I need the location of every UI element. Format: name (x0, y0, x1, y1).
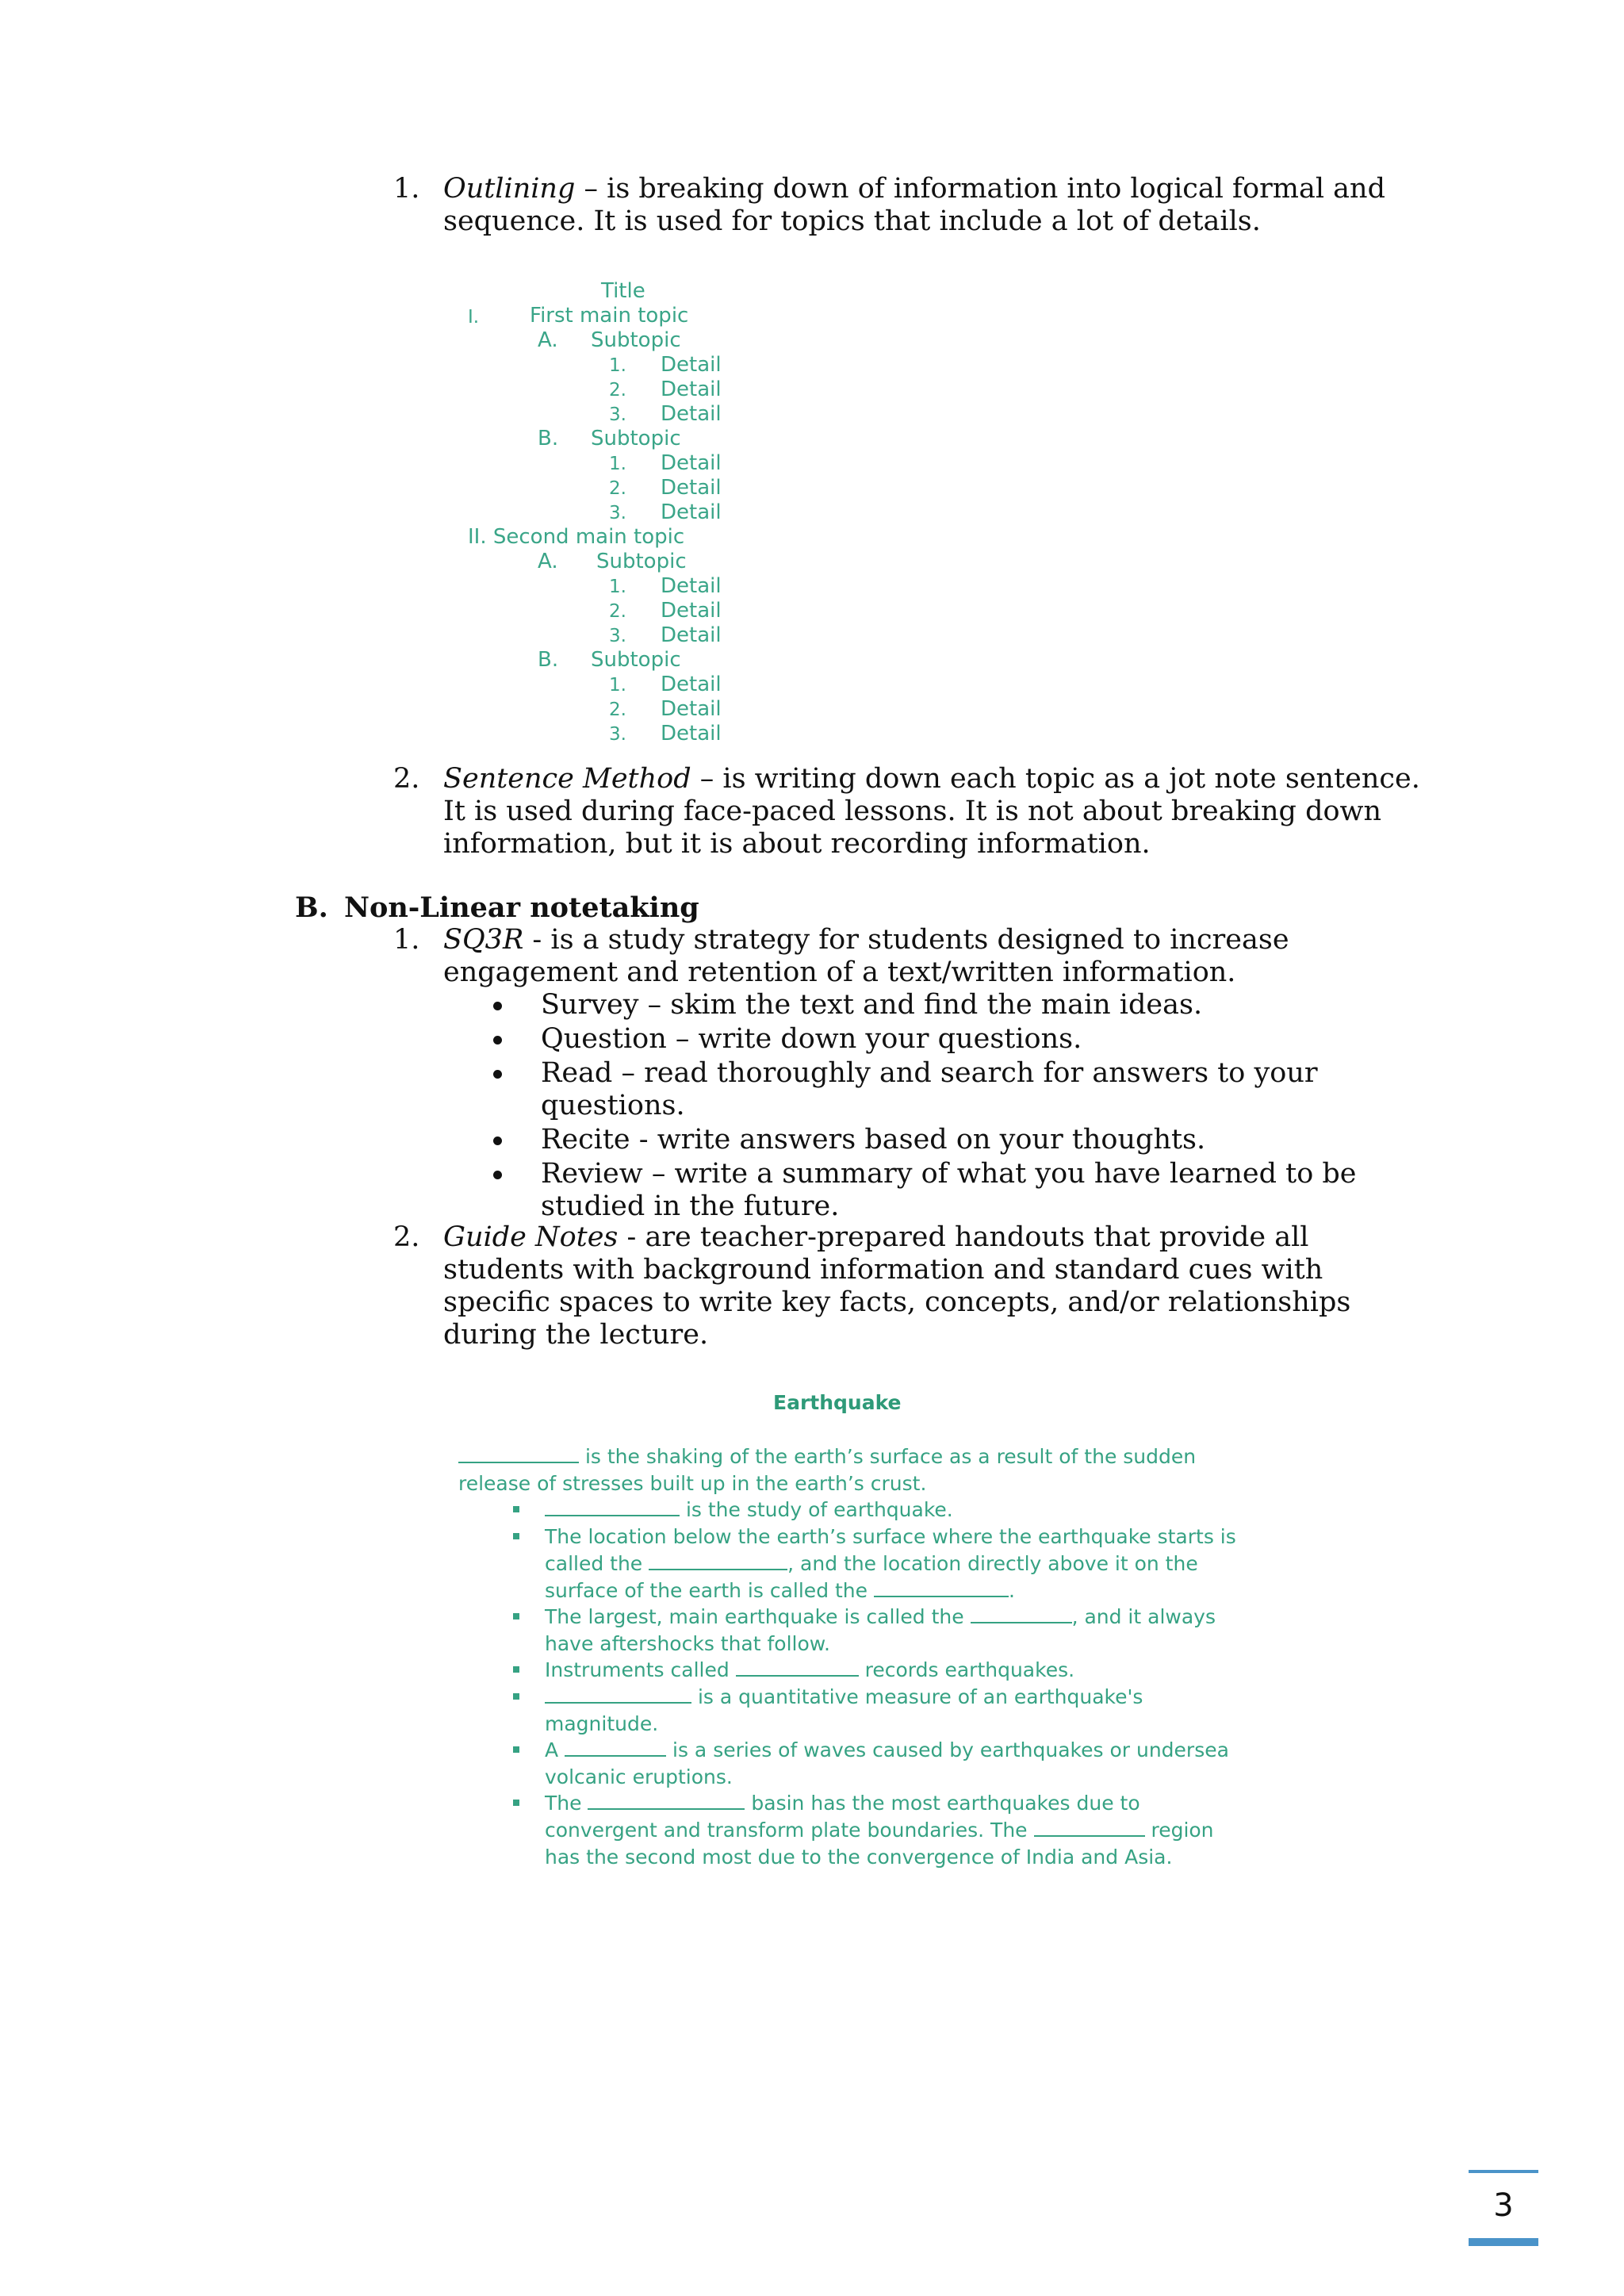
outline-detail: Detail (661, 673, 722, 696)
outline-detail: Detail (661, 599, 722, 623)
sample-text: is the shaking of the earth’s surface as a result of the sudden (579, 1445, 1197, 1468)
sq3r-line2: engagement and retention of a text/written information. (443, 956, 1236, 988)
outline-detail-number: 2. (609, 478, 626, 499)
sample-bullet: The location below the earth’s surface where the earthquake starts is (545, 1525, 1236, 1548)
outline-detail-number: 1. (609, 355, 626, 376)
sample-bullet-cont (545, 1550, 1198, 1577)
square-bullet (513, 1800, 519, 1806)
sample-text: is the study of earthquake. (680, 1498, 953, 1521)
blank-line (545, 1497, 680, 1516)
outline-detail-number: 2. (609, 700, 626, 720)
blank-line (565, 1738, 666, 1757)
sample-bullet-cont: magnitude. (545, 1712, 659, 1735)
sample-text: Instruments called (545, 1658, 736, 1681)
square-bullet (513, 1613, 519, 1619)
bullet-text: Recite - write answers based on your thoughts. (541, 1124, 1206, 1156)
sample-text: , and the location directly above it on the (787, 1552, 1198, 1575)
sample-bullet (545, 1604, 1216, 1631)
outline-subtopic: Subtopic (591, 427, 681, 450)
outline-numeral: I. (468, 307, 480, 328)
square-bullet (513, 1666, 519, 1673)
section-heading: Non-Linear notetaking (344, 891, 699, 924)
outline-detail: Detail (661, 476, 722, 500)
guide-notes-line1: - are teacher-prepared handouts that provide all (618, 1221, 1309, 1253)
bullet-dot (493, 1070, 502, 1079)
bullet-text: studied in the future. (541, 1190, 840, 1222)
outline-detail: Detail (661, 451, 722, 475)
outline-main-topic: II. Second main topic (468, 525, 685, 549)
sample-text: , and it always (1071, 1605, 1216, 1628)
sample-text: is a quantitative measure of an earthquake's (691, 1685, 1143, 1708)
sample-intro-line1 (458, 1443, 1196, 1470)
sample-text: convergent and transform plate boundaries. The (545, 1819, 1034, 1842)
sample-text: records earthquakes. (858, 1658, 1075, 1681)
sentence-method-line3: information, but it is about recording information. (443, 828, 1151, 860)
square-bullet (513, 1693, 519, 1700)
outline-letter: B. (538, 427, 559, 450)
outline-letter: A. (538, 328, 558, 352)
outline-subtopic: Subtopic (591, 328, 681, 352)
outline-detail-number: 3. (609, 626, 626, 646)
page-number: 3 (1493, 2187, 1514, 2224)
guide-notes-line4: during the lecture. (443, 1319, 709, 1351)
blank-line (545, 1685, 691, 1704)
blank-line (736, 1658, 859, 1677)
sample-text: called the (545, 1552, 649, 1575)
square-bullet (513, 1746, 519, 1753)
outline-main-topic: First main topic (530, 304, 689, 328)
sample-text: region (1144, 1819, 1214, 1842)
sample-bullet (545, 1737, 1229, 1764)
bullet-dot (493, 1036, 502, 1045)
blank-line (649, 1551, 787, 1570)
sq3r-line1: - is a study strategy for students designed to increase (523, 924, 1289, 956)
outline-letter: B. (538, 648, 559, 672)
sample-bullet-cont: has the second most due to the convergence of India and Asia. (545, 1846, 1173, 1869)
bullet-text: Survey – skim the text and find the main ideas. (541, 989, 1203, 1021)
blank-line (874, 1578, 1009, 1597)
sample-title: Earthquake (773, 1391, 902, 1414)
sample-intro-line2: release of stresses built up in the earth’s crust. (458, 1472, 927, 1495)
outline-detail: Detail (661, 353, 722, 377)
sample-text: A (545, 1738, 565, 1761)
guide-notes-line3: specific spaces to write key facts, concepts, and/or relationships (443, 1286, 1351, 1318)
outline-subtopic: Subtopic (591, 648, 681, 672)
bullet-text: Question – write down your questions. (541, 1023, 1082, 1055)
sample-bullet (545, 1657, 1074, 1684)
outline-detail-number: 1. (609, 675, 626, 696)
sample-bullet-cont: have aftershocks that follow. (545, 1632, 830, 1655)
term-outlining: Outlining (443, 173, 576, 205)
sample-bullet-cont: volcanic eruptions. (545, 1765, 733, 1788)
guide-notes-paragraph (443, 1221, 1350, 1351)
sample-text: is a series of waves caused by earthquakes or undersea (666, 1738, 1229, 1761)
bullet-text: Read – read thoroughly and search for answers to your (541, 1057, 1318, 1089)
bullet-text: questions. (541, 1090, 685, 1121)
outline-detail-number: 3. (609, 724, 626, 745)
blank-line (588, 1791, 745, 1810)
bullet-dot (493, 1137, 502, 1145)
outline-detail-number: 3. (609, 503, 626, 523)
outline-title: Title (601, 279, 645, 303)
list-number: 1. (393, 173, 420, 205)
guide-notes-sample (456, 1388, 1236, 1880)
page-number-box (1469, 2170, 1538, 2246)
sample-text: . (1008, 1579, 1015, 1602)
outline-detail: Detail (661, 378, 722, 401)
blank-line (971, 1604, 1072, 1623)
sample-text: surface of the earth is called the (545, 1579, 874, 1602)
sample-bullet-cont (545, 1577, 1015, 1604)
outlining-text-line1: – is breaking down of information into logical formal and (575, 173, 1385, 205)
square-bullet (513, 1533, 519, 1539)
sentence-method-line1: – is writing down each topic as a jot note sentence. (691, 763, 1420, 795)
outline-detail-number: 2. (609, 601, 626, 622)
outline-detail-number: 1. (609, 577, 626, 597)
blank-line (458, 1444, 579, 1463)
sample-bullet (545, 1497, 953, 1524)
sample-bullet-cont (545, 1817, 1214, 1844)
bullet-dot (493, 1002, 502, 1010)
sentence-method-paragraph (443, 763, 1420, 861)
section-letter: B. (295, 891, 328, 924)
sq3r-paragraph (443, 924, 1289, 989)
sample-bullet (545, 1790, 1140, 1817)
sentence-method-line2: It is used during face-paced lessons. It is not about breaking down (443, 795, 1382, 827)
sample-text: basin has the most earthquakes due to (745, 1792, 1140, 1815)
outline-detail: Detail (661, 623, 722, 647)
list-number: 1. (393, 924, 420, 956)
bullet-dot (493, 1171, 502, 1179)
sample-text: The largest, main earthquake is called the (545, 1605, 971, 1628)
square-bullet (513, 1506, 519, 1512)
bullet-text: Review – write a summary of what you have learned to be (541, 1158, 1357, 1190)
term-guide-notes: Guide Notes (443, 1221, 619, 1253)
outline-detail: Detail (661, 722, 722, 746)
guide-notes-line2: students with background information and standard cues with (443, 1254, 1323, 1286)
term-sq3r: SQ3R (443, 924, 524, 956)
outline-detail: Detail (661, 574, 722, 598)
term-sentence-method: Sentence Method (443, 763, 691, 795)
outline-letter: A. (538, 550, 558, 573)
sample-bullet (545, 1684, 1143, 1711)
sample-text: The (545, 1792, 588, 1815)
blank-line (1034, 1818, 1145, 1837)
outline-detail-number: 2. (609, 380, 626, 401)
outline-detail-number: 3. (609, 404, 626, 425)
outlining-paragraph (443, 173, 1385, 238)
outline-subtopic: Subtopic (596, 550, 687, 573)
outline-detail: Detail (661, 402, 722, 426)
outline-detail: Detail (661, 500, 722, 524)
outline-detail-number: 1. (609, 454, 626, 474)
list-number: 2. (393, 763, 420, 795)
list-number: 2. (393, 1221, 420, 1253)
outlining-text-line2: sequence. It is used for topics that include a lot of details. (443, 205, 1261, 237)
outline-figure (468, 279, 737, 753)
outline-detail: Detail (661, 697, 722, 721)
